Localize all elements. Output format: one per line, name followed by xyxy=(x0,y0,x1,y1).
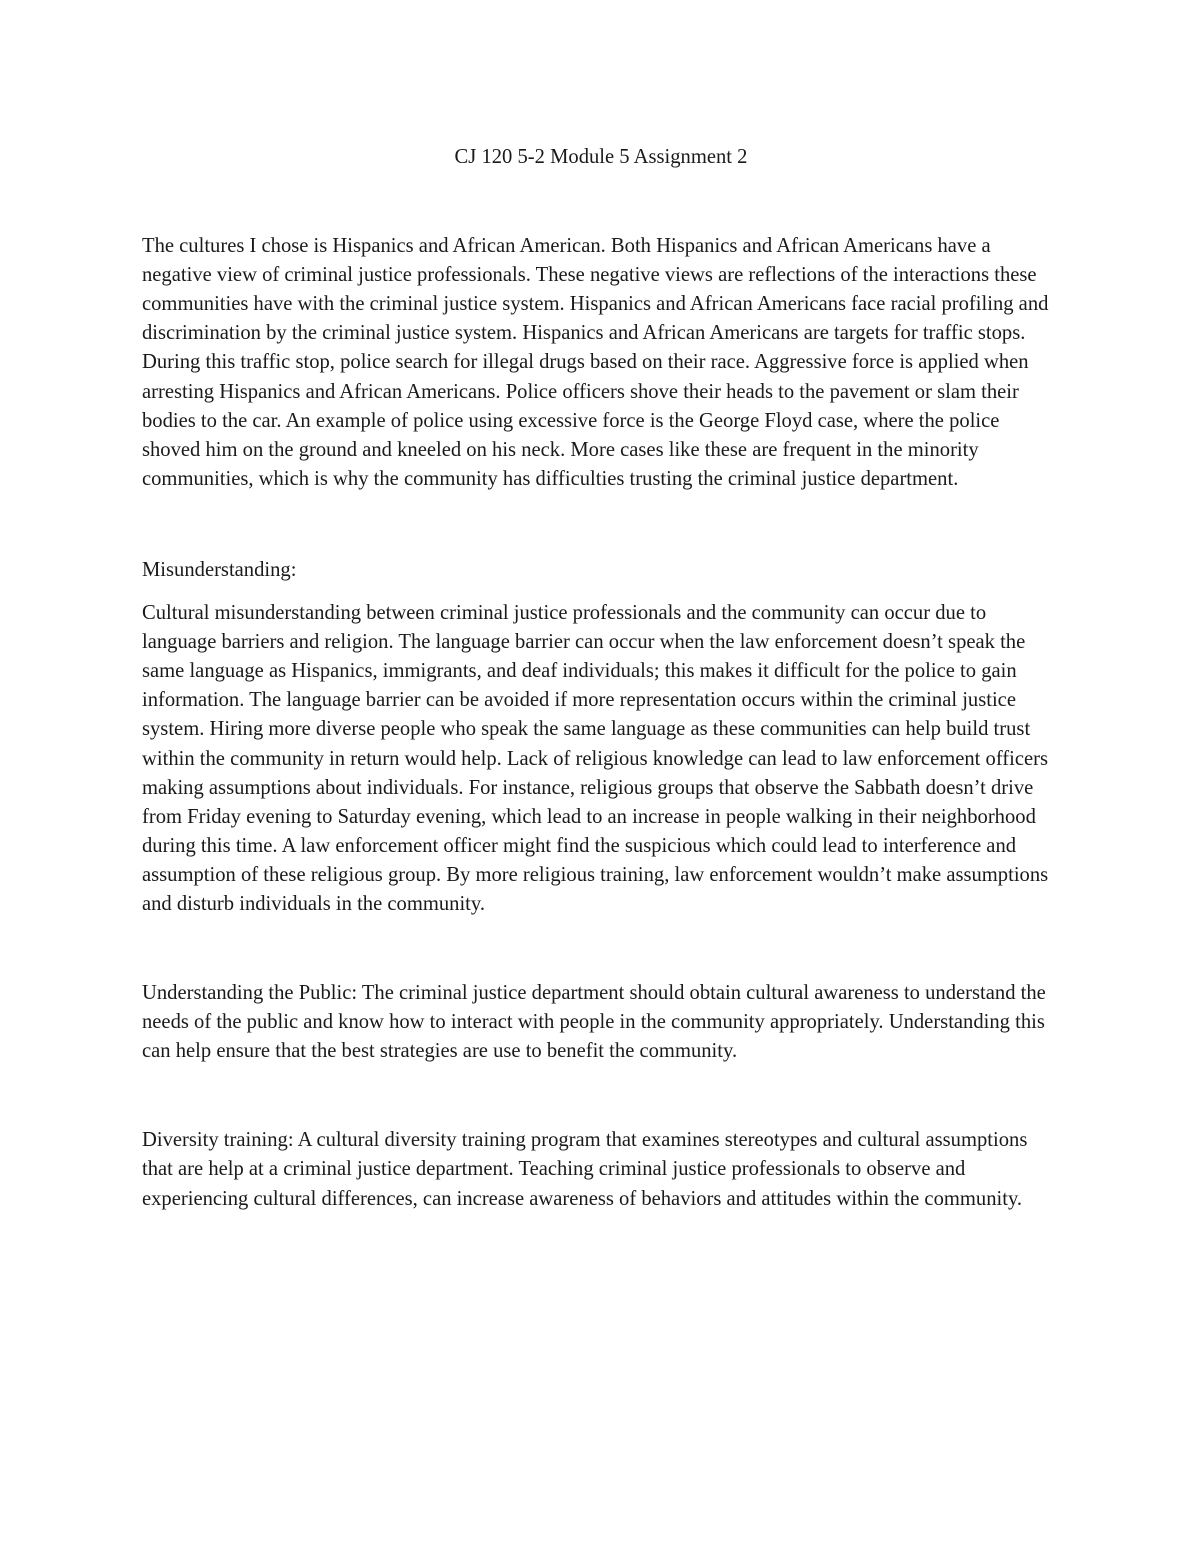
intro-paragraph: The cultures I chose is Hispanics and African American. Both Hispanics and African Americans have a negative view of criminal justice professionals. These negative views are reflections of the interactions these communities have with the criminal justice system. Hispanics and African Americans face racial profiling and discrimination by the criminal justice system. Hispanics and African Americans are targets for traffic stops. During this traffic stop, police search for illegal drugs based on their race. Aggressive force is applied when arresting Hispanics and African Americans. Police officers shove their heads to the pavement or slam their bodies to the car. An example of police using excessive force is the George Floyd case, where the police shoved him on the ground and kneeled on his neck. More cases like these are frequent in the minority communities, which is why the community has difficulties trusting the criminal justice department. xyxy=(142,235,1049,490)
diversity-training-paragraph: Diversity training: A cultural diversity training program that examines stereotypes and cultural assumptions that are help at a criminal justice department. Teaching criminal justice professionals to observe and experiencing cultural differences, can increase awareness of behaviors and attitudes within the community. xyxy=(142,1129,1028,1210)
document-body xyxy=(142,143,1060,1214)
understanding-public-paragraph: Understanding the Public: The criminal justice department should obtain cultural awareness to understand the needs of the public and know how to interact with people in the community appropriately. Understanding this can help ensure that the best strategies are use to benefit the community. xyxy=(142,982,1046,1063)
misunderstanding-paragraph: Cultural misunderstanding between criminal justice professionals and the community can occur due to language barriers and religion. The language barrier can occur when the law enforcement doesn’t speak the same language as Hispanics, immigrants, and deaf individuals; this makes it difficult for the police to gain information. The language barrier can be avoided if more representation occurs within the criminal justice system. Hiring more diverse people who speak the same language as these communities can help build trust within the community in return would help. Lack of religious knowledge can lead to law enforcement officers making assumptions about individuals. For instance, religious groups that observe the Sabbath doesn’t drive from Friday evening to Saturday evening, which lead to an increase in people walking in their neighborhood during this time. A law enforcement officer might find the suspicious which could lead to interference and assumption of these religious group. By more religious training, law enforcement wouldn’t make assumptions and disturb individuals in the community. xyxy=(142,602,1049,915)
misunderstanding-heading: Misunderstanding: xyxy=(142,558,297,581)
document-title: CJ 120 5-2 Module 5 Assignment 2 xyxy=(454,146,748,168)
